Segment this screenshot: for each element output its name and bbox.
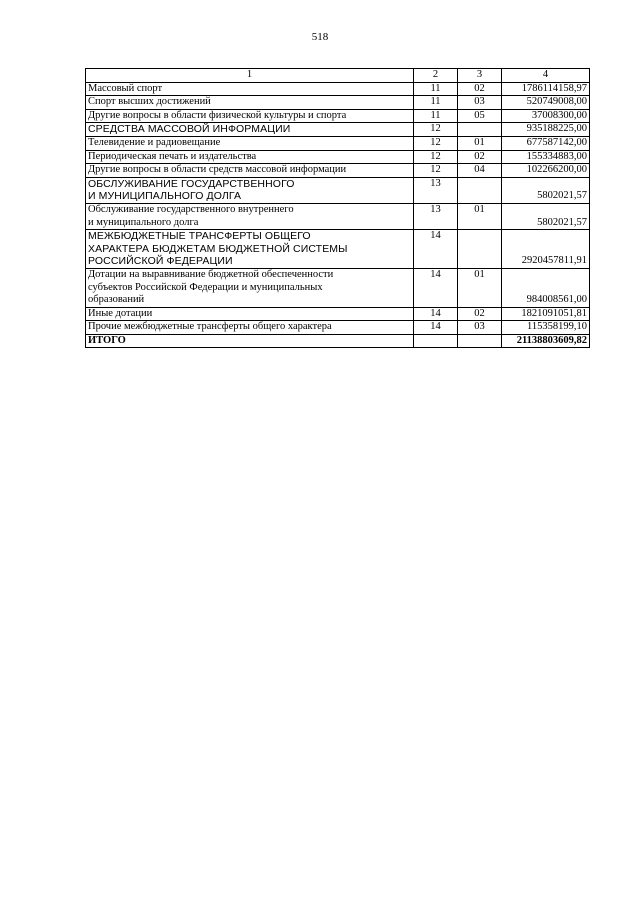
row-section: 14	[414, 230, 458, 269]
row-subsection	[458, 177, 502, 203]
row-subsection: 04	[458, 164, 502, 178]
row-amount: 1821091051,81	[502, 307, 590, 321]
row-amount: 935188225,00	[502, 123, 590, 137]
row-subsection	[458, 230, 502, 269]
row-name: Другие вопросы в области средств массовой информации	[86, 164, 414, 178]
header-col-2: 2	[414, 69, 458, 83]
row-subsection: 02	[458, 307, 502, 321]
row-amount: 2920457811,91	[502, 230, 590, 269]
row-amount: 677587142,00	[502, 136, 590, 150]
row-amount: 520749008,00	[502, 96, 590, 110]
row-amount: 102266200,00	[502, 164, 590, 178]
row-name: Периодическая печать и издательства	[86, 150, 414, 164]
row-section: 12	[414, 164, 458, 178]
total-row	[86, 334, 590, 348]
row-subsection: 02	[458, 150, 502, 164]
table-row	[86, 268, 590, 307]
row-amount: 155334883,00	[502, 150, 590, 164]
table-row	[86, 230, 590, 269]
table-row	[86, 321, 590, 335]
header-col-4: 4	[502, 69, 590, 83]
row-amount: 37008300,00	[502, 109, 590, 123]
row-section: 11	[414, 82, 458, 96]
row-amount: 984008561,00	[502, 268, 590, 307]
table-row	[86, 307, 590, 321]
row-subsection: 03	[458, 96, 502, 110]
row-amount: 5802021,57	[502, 203, 590, 229]
row-amount: 115358199,10	[502, 321, 590, 335]
row-name: Дотации на выравнивание бюджетной обеспеченности субъектов Российской Федерации и муниципальных образований	[86, 268, 414, 307]
table-row	[86, 96, 590, 110]
row-section: 14	[414, 268, 458, 307]
empty-cell	[458, 334, 502, 348]
row-name: Телевидение и радиовещание	[86, 136, 414, 150]
budget-table	[85, 68, 590, 348]
row-name: Спорт высших достижений	[86, 96, 414, 110]
row-name: Прочие межбюджетные трансферты общего характера	[86, 321, 414, 335]
row-amount: 1786114158,97	[502, 82, 590, 96]
row-subsection: 05	[458, 109, 502, 123]
row-name: Другие вопросы в области физической культуры и спорта	[86, 109, 414, 123]
table-row	[86, 150, 590, 164]
row-section: 11	[414, 109, 458, 123]
row-section: 12	[414, 150, 458, 164]
header-col-1: 1	[86, 69, 414, 83]
row-subsection: 03	[458, 321, 502, 335]
row-name: ОБСЛУЖИВАНИЕ ГОСУДАРСТВЕННОГО И МУНИЦИПАЛЬНОГО ДОЛГА	[86, 177, 414, 203]
page-number: 518	[311, 31, 329, 43]
table-row	[86, 203, 590, 229]
row-subsection: 01	[458, 136, 502, 150]
header-row	[86, 69, 590, 83]
row-name: Обслуживание государственного внутреннего и муниципального долга	[86, 203, 414, 229]
table-row	[86, 82, 590, 96]
row-section: 14	[414, 307, 458, 321]
row-name: Иные дотации	[86, 307, 414, 321]
table-row	[86, 164, 590, 178]
header-col-3: 3	[458, 69, 502, 83]
total-amount: 21138803609,82	[502, 334, 590, 348]
empty-cell	[414, 334, 458, 348]
table-row	[86, 136, 590, 150]
row-section: 13	[414, 177, 458, 203]
table-row	[86, 177, 590, 203]
row-subsection: 01	[458, 268, 502, 307]
row-section: 14	[414, 321, 458, 335]
row-amount: 5802021,57	[502, 177, 590, 203]
total-label: ИТОГО	[86, 334, 414, 348]
row-section: 12	[414, 136, 458, 150]
table-row	[86, 123, 590, 137]
row-section: 11	[414, 96, 458, 110]
row-name: СРЕДСТВА МАССОВОЙ ИНФОРМАЦИИ	[86, 123, 414, 137]
row-name: Массовый спорт	[86, 82, 414, 96]
row-section: 12	[414, 123, 458, 137]
table-row	[86, 109, 590, 123]
row-subsection	[458, 123, 502, 137]
row-section: 13	[414, 203, 458, 229]
row-subsection: 01	[458, 203, 502, 229]
row-subsection: 02	[458, 82, 502, 96]
row-name: МЕЖБЮДЖЕТНЫЕ ТРАНСФЕРТЫ ОБЩЕГО ХАРАКТЕРА БЮДЖЕТАМ БЮДЖЕТНОЙ СИСТЕМЫ РОССИЙСКОЙ ФЕДЕРАЦИИ	[86, 230, 414, 269]
